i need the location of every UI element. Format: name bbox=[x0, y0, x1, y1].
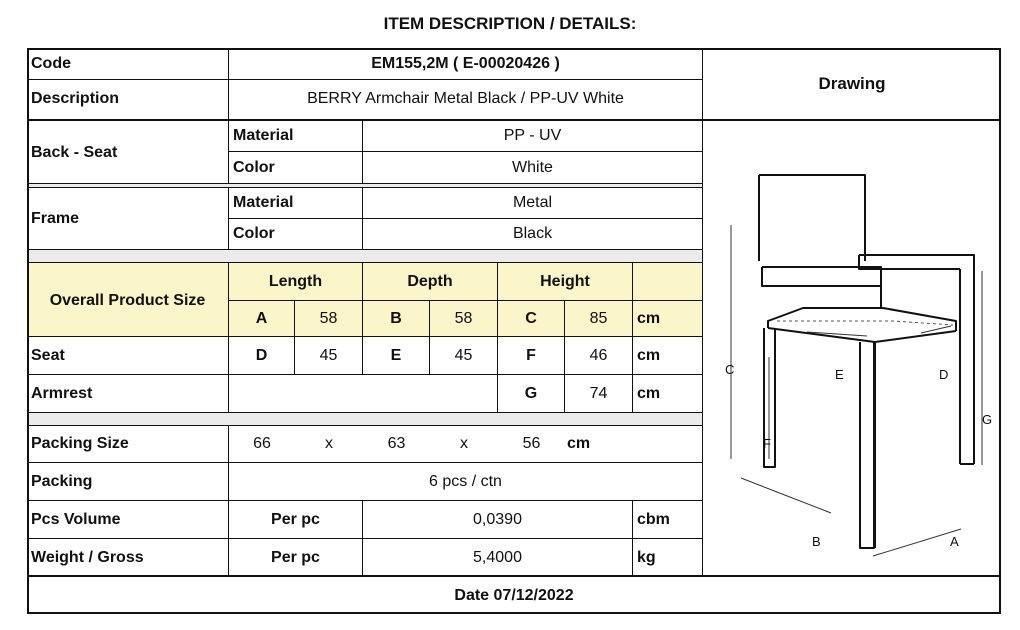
weight-value: 5,4000 bbox=[363, 539, 633, 576]
frame-material-value: Metal bbox=[363, 188, 703, 218]
packing-x2: x bbox=[460, 435, 468, 452]
armrest-unit: cm bbox=[633, 375, 703, 412]
code-label: Code bbox=[27, 48, 229, 79]
dim-label-a: A bbox=[950, 534, 959, 549]
dim-label-d: D bbox=[939, 367, 949, 382]
d-letter: D bbox=[229, 337, 295, 374]
unit-header-blank bbox=[633, 263, 703, 300]
packing-size-unit: cm bbox=[567, 435, 591, 452]
weight-unit: kg bbox=[633, 539, 703, 576]
pcs-volume-per: Per pc bbox=[229, 501, 363, 538]
frame-color-label: Color bbox=[229, 219, 363, 249]
description-label: Description bbox=[27, 79, 229, 119]
code-value: EM155,2M ( E-00020426 ) bbox=[229, 48, 703, 79]
weight-label: Weight / Gross bbox=[27, 539, 229, 576]
packing-label: Packing bbox=[27, 463, 229, 500]
d-value: 45 bbox=[295, 337, 363, 374]
e-letter: E bbox=[363, 337, 430, 374]
chair-outline-icon bbox=[759, 175, 974, 548]
packing-height: 56 bbox=[522, 435, 541, 452]
description-value: BERRY Armchair Metal Black / PP-UV White bbox=[229, 79, 703, 119]
e-value: 45 bbox=[430, 337, 498, 374]
b-letter: B bbox=[363, 301, 430, 336]
dim-label-b: B bbox=[812, 534, 821, 549]
armrest-blank bbox=[229, 375, 498, 412]
packing-value: 6 pcs / ctn bbox=[229, 463, 703, 500]
packing-x1: x bbox=[325, 435, 333, 452]
dim-label-c: C bbox=[725, 362, 735, 377]
length-header: Length bbox=[229, 263, 363, 300]
armrest-label: Armrest bbox=[27, 375, 229, 412]
seat-label: Seat bbox=[27, 337, 229, 374]
g-value: 74 bbox=[565, 375, 633, 412]
back-seat-color-label: Color bbox=[229, 152, 363, 183]
dim-label-g: G bbox=[982, 412, 993, 427]
f-letter: F bbox=[498, 337, 565, 374]
dimension-lines bbox=[731, 225, 982, 556]
a-value: 58 bbox=[295, 301, 363, 336]
back-seat-color-value: White bbox=[363, 152, 703, 183]
pcs-volume-label: Pcs Volume bbox=[27, 501, 229, 538]
back-seat-material-label: Material bbox=[229, 121, 363, 151]
f-value: 46 bbox=[565, 337, 633, 374]
a-letter: A bbox=[229, 301, 295, 336]
dim-label-f: F bbox=[763, 436, 771, 451]
overall-size-label: Overall Product Size bbox=[27, 263, 229, 337]
frame-color-value: Black bbox=[363, 219, 703, 249]
packing-size-blank bbox=[603, 426, 703, 462]
pcs-volume-value: 0,0390 bbox=[363, 501, 633, 538]
chair-drawing bbox=[703, 121, 999, 574]
depth-header: Depth bbox=[363, 263, 498, 300]
height-header: Height bbox=[498, 263, 633, 300]
page-title: ITEM DESCRIPTION / DETAILS: bbox=[383, 14, 637, 33]
pcs-volume-unit: cbm bbox=[633, 501, 703, 538]
b-value: 58 bbox=[430, 301, 498, 336]
date-footer: Date 07/12/2022 bbox=[454, 586, 574, 604]
frame-material-label: Material bbox=[229, 188, 363, 218]
c-letter: C bbox=[498, 301, 565, 336]
frame-label: Frame bbox=[27, 188, 229, 249]
weight-per: Per pc bbox=[229, 539, 363, 576]
packing-width: 63 bbox=[387, 435, 406, 452]
overall-unit: cm bbox=[633, 301, 703, 336]
g-letter: G bbox=[498, 375, 565, 412]
spec-sheet bbox=[27, 48, 1001, 614]
packing-length: 66 bbox=[253, 435, 271, 452]
seat-unit: cm bbox=[633, 337, 703, 374]
dim-label-e: E bbox=[835, 367, 844, 382]
c-value: 85 bbox=[565, 301, 633, 336]
packing-size-label: Packing Size bbox=[27, 426, 229, 462]
drawing-label: Drawing bbox=[818, 74, 886, 93]
back-seat-material-value: PP - UV bbox=[363, 121, 703, 151]
back-seat-label: Back - Seat bbox=[27, 121, 229, 184]
